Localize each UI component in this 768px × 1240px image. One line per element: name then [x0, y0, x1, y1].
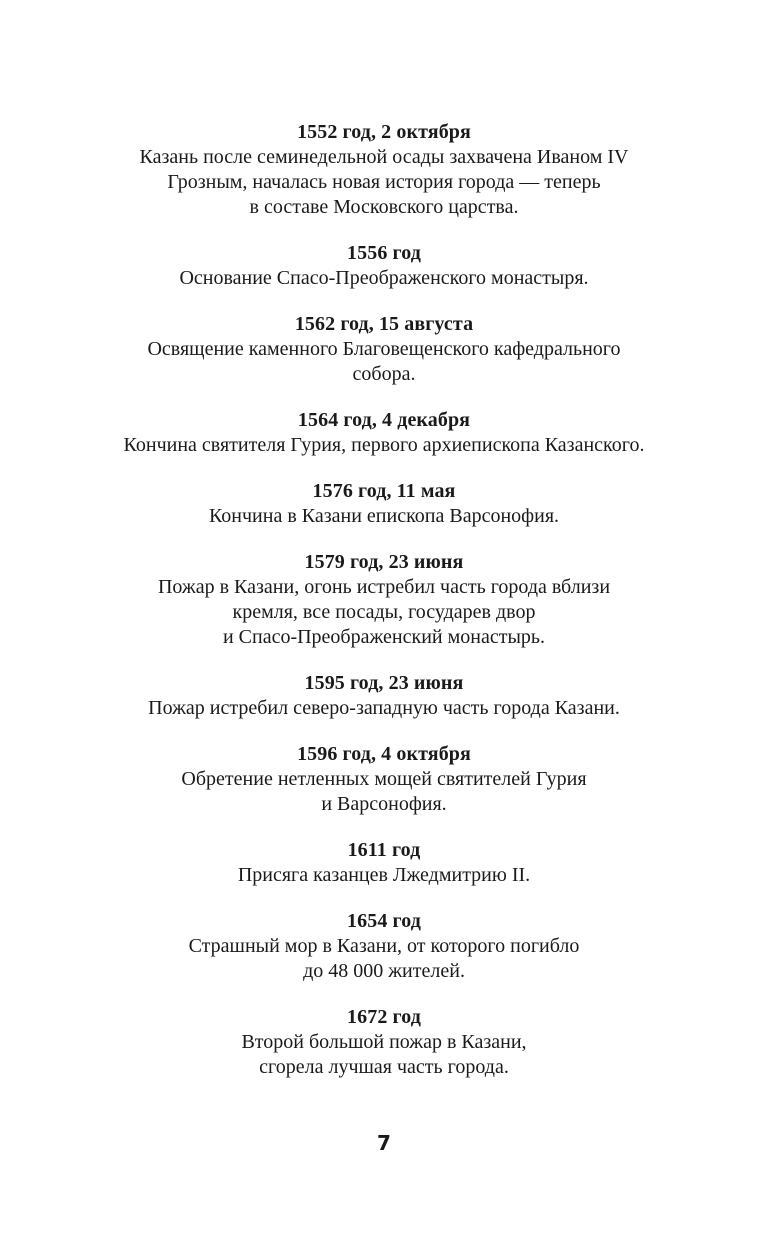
entry-date: 1595 год, 23 июня: [304, 672, 464, 694]
entry-text-line: собора.: [352, 363, 416, 385]
entry-text-line: кремля, все посады, государев двор: [232, 601, 536, 623]
entry-text-line: и Варсонофия.: [321, 793, 447, 815]
chronology-list: [0, 119, 768, 1100]
entry-text-line: Кончина святителя Гурия, первого архиепископа Казанского.: [123, 434, 645, 456]
entry-text-line: Обретение нетленных мощей святителей Гурия: [181, 768, 587, 790]
entry-text-line: Освящение каменного Благовещенского кафедрального: [147, 338, 621, 360]
entry-date: 1562 год, 15 августа: [294, 313, 474, 335]
entry-date: 1579 год, 23 июня: [304, 551, 464, 573]
entry-text-line: Страшный мор в Казани, от которого погибло: [188, 935, 580, 957]
page-number: 7: [377, 1131, 391, 1155]
entry-date: 1611 год: [347, 839, 421, 861]
entry-text-line: Казань после семинедельной осады захвачена Иваном IV: [139, 146, 629, 168]
chronology-entry: [0, 119, 768, 220]
entry-text-line: Присяга казанцев Лжедмитрию II.: [237, 864, 531, 886]
entry-text-line: Второй большой пожар в Казани,: [241, 1031, 527, 1053]
entry-date: 1556 год: [347, 242, 421, 264]
entry-text-line: до 48 000 жителей.: [303, 960, 465, 982]
entry-text-line: Грозным, началась новая история города — теперь: [167, 171, 601, 193]
chronology-entry: [0, 549, 768, 650]
chronology-entry: [0, 741, 768, 817]
entry-date: 1654 год: [347, 910, 421, 932]
chronology-entry: [0, 240, 768, 291]
entry-date: 1596 год, 4 октября: [297, 743, 471, 765]
entry-text-line: сгорела лучшая часть города.: [259, 1056, 509, 1078]
chronology-entry: [0, 1004, 768, 1080]
chronology-entry: [0, 908, 768, 984]
entry-text-line: Основание Спасо-Преображенского монастыря.: [179, 267, 589, 289]
entry-date: 1552 год, 2 октября: [297, 121, 471, 143]
chronology-entry: [0, 311, 768, 387]
entry-date: 1672 год: [347, 1006, 421, 1028]
chronology-entry: [0, 478, 768, 529]
chronology-entry: [0, 670, 768, 721]
entry-text-line: Пожар истребил северо-западную часть города Казани.: [148, 697, 620, 719]
chronology-entry: [0, 837, 768, 888]
entry-text-line: Кончина в Казани епископа Варсонофия.: [208, 505, 560, 527]
entry-date: 1576 год, 11 мая: [312, 480, 456, 502]
entry-text-line: и Спасо-Преображенский монастырь.: [222, 626, 546, 648]
entry-text-line: Пожар в Казани, огонь истребил часть города вблизи: [157, 576, 611, 598]
entry-text-line: в составе Московского царства.: [249, 196, 519, 218]
entry-date: 1564 год, 4 декабря: [297, 409, 471, 431]
chronology-entry: [0, 407, 768, 458]
